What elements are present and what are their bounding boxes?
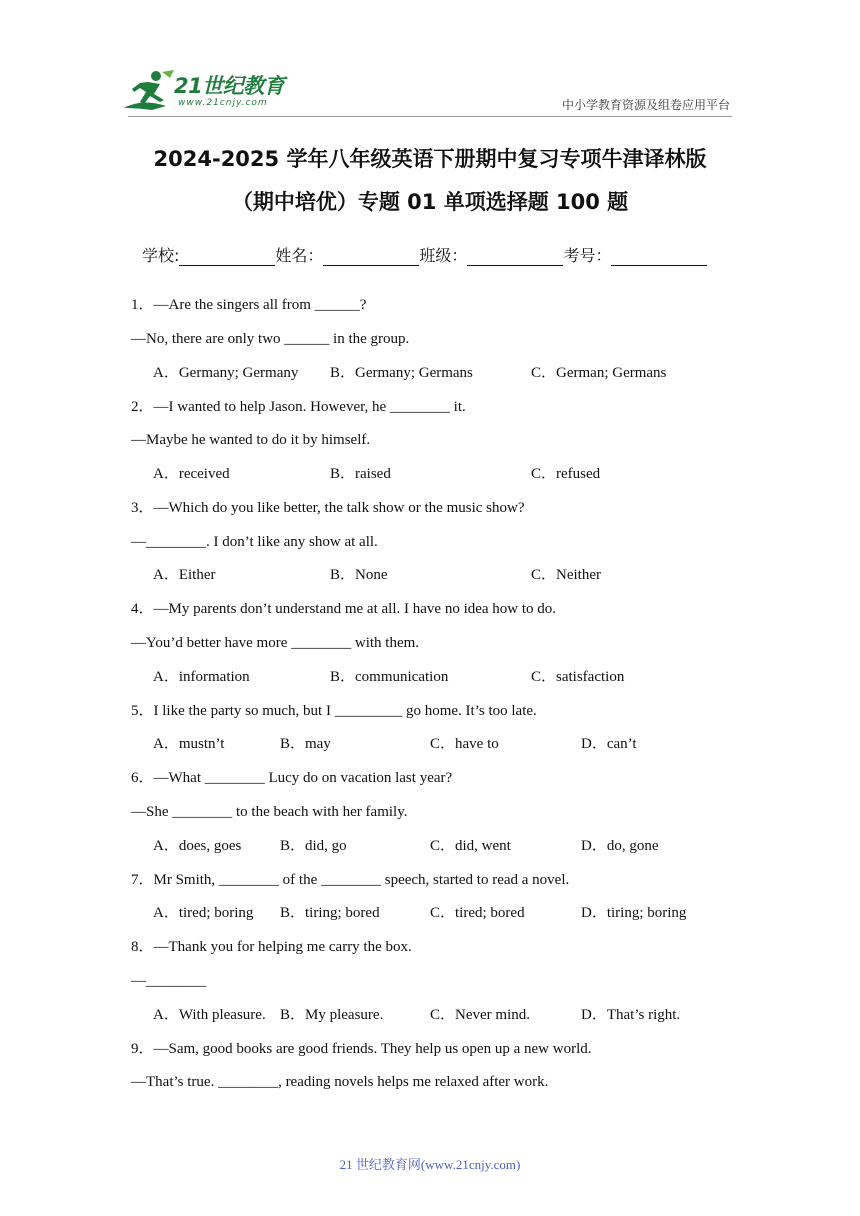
- option-b[interactable]: B．did, go: [280, 838, 347, 854]
- class-label: 班级：: [419, 246, 468, 265]
- option-c[interactable]: C．Neither: [531, 567, 601, 583]
- page-footer: 21 世纪教育网(www.21cnjy.com): [339, 1157, 521, 1172]
- option-a[interactable]: A．received: [153, 466, 230, 482]
- question-line: —You’d better have more ________ with them.: [131, 635, 420, 651]
- question-line: 6．—What ________ Lucy do on vacation last year?: [131, 770, 453, 786]
- option-c[interactable]: C．did, went: [430, 838, 511, 854]
- question-line: —No, there are only two ______ in the group.: [131, 331, 410, 347]
- question-line: —That’s true. ________, reading novels helps me relaxed after work.: [131, 1074, 549, 1090]
- question-line: 3．—Which do you like better, the talk show or the music show?: [131, 500, 525, 516]
- option-c[interactable]: C．have to: [430, 736, 499, 752]
- question-line: —Maybe he wanted to do it by himself.: [131, 432, 371, 448]
- question-line: —She ________ to the beach with her family.: [131, 804, 408, 820]
- option-c[interactable]: C．refused: [531, 466, 601, 482]
- site-logo: [122, 68, 290, 114]
- option-c[interactable]: C．satisfaction: [531, 669, 625, 685]
- option-d[interactable]: D．That’s right.: [581, 1007, 681, 1023]
- platform-caption: 中小学教育资源及组卷应用平台: [561, 98, 730, 112]
- question-line: 5．I like the party so much, but I _________ go home. It’s too late.: [131, 703, 537, 719]
- exam-number-label: 考号：: [563, 246, 612, 265]
- name-label: 姓名：: [275, 246, 324, 265]
- question-line: 7．Mr Smith, ________ of the ________ speech, started to read a novel.: [131, 872, 570, 888]
- document-title-line1: 2024-2025 学年八年级英语下册期中复习专项牛津译林版: [153, 147, 707, 171]
- option-a[interactable]: A．Either: [153, 567, 216, 583]
- logo-url: www.21cnjy.com: [178, 98, 268, 108]
- runner-logo-icon: [122, 68, 178, 114]
- option-a[interactable]: A．does, goes: [153, 838, 242, 854]
- option-c[interactable]: C．Never mind.: [430, 1007, 530, 1023]
- logo-text: 21世纪教育: [174, 74, 285, 98]
- school-label: 学校:: [142, 246, 180, 265]
- class-blank[interactable]: [467, 246, 563, 266]
- option-a[interactable]: A．tired; boring: [153, 905, 254, 921]
- option-b[interactable]: B．None: [330, 567, 388, 583]
- option-a[interactable]: A．With pleasure.: [153, 1007, 266, 1023]
- option-b[interactable]: B．communication: [330, 669, 449, 685]
- student-info-row: [142, 243, 707, 266]
- question-line: 8．—Thank you for helping me carry the box.: [131, 939, 412, 955]
- option-b[interactable]: B．My pleasure.: [280, 1007, 384, 1023]
- page-header: [0, 0, 860, 120]
- question-line: —________: [131, 973, 206, 989]
- document-title-line2: （期中培优）专题 01 单项选择题 100 题: [231, 190, 629, 214]
- question-line: 2．—I wanted to help Jason. However, he ________ it.: [131, 399, 466, 415]
- option-a[interactable]: A．information: [153, 669, 250, 685]
- question-line: 1．—Are the singers all from ______?: [131, 297, 367, 313]
- option-a[interactable]: A．Germany; Germany: [153, 365, 299, 381]
- option-b[interactable]: B．raised: [330, 466, 391, 482]
- question-line: 4．—My parents don’t understand me at all. I have no idea how to do.: [131, 601, 557, 617]
- option-a[interactable]: A．mustn’t: [153, 736, 225, 752]
- header-divider: [128, 116, 732, 117]
- name-blank[interactable]: [323, 246, 419, 266]
- option-b[interactable]: B．tiring; bored: [280, 905, 380, 921]
- exam-number-blank[interactable]: [611, 246, 707, 266]
- school-blank[interactable]: [179, 246, 275, 266]
- option-b[interactable]: B．Germany; Germans: [330, 365, 473, 381]
- option-d[interactable]: D．do, gone: [581, 838, 659, 854]
- option-b[interactable]: B．may: [280, 736, 331, 752]
- question-line: —________. I don’t like any show at all.: [131, 534, 378, 550]
- question-line: 9．—Sam, good books are good friends. They help us open up a new world.: [131, 1041, 592, 1057]
- option-c[interactable]: C．tired; bored: [430, 905, 525, 921]
- option-d[interactable]: D．tiring; boring: [581, 905, 687, 921]
- option-c[interactable]: C．German; Germans: [531, 365, 667, 381]
- option-d[interactable]: D．can’t: [581, 736, 637, 752]
